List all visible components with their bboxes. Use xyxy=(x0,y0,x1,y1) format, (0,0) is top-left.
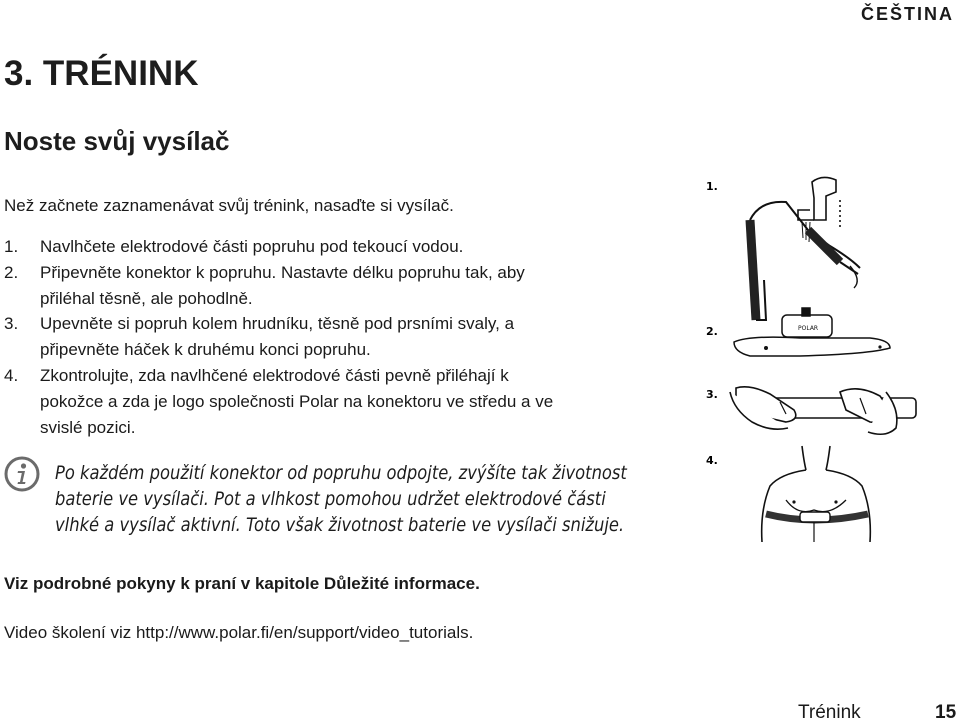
torso-with-strap-illustration xyxy=(762,446,871,542)
note-line: vlhké a vysílač aktivní. Toto však životnost baterie ve vysílači snižuje. xyxy=(55,514,625,536)
step-number: 4. xyxy=(4,365,19,385)
footer-section-label: Trénink xyxy=(798,702,861,723)
step-number: 2. xyxy=(4,262,19,282)
chapter-title: 3. TRÉNINK xyxy=(4,54,199,93)
note-line: baterie ve vysílači. Pot a vlhkost pomohou udržet elektrodové části xyxy=(55,488,606,510)
step-line: přiléhal těsně, ale pohodlně. xyxy=(40,288,253,308)
steps-list xyxy=(4,234,664,440)
washing-instructions-note: Viz podrobné pokyny k praní v kapitole Důležité informace. xyxy=(4,574,480,593)
intro-text: Než začnete zaznamenávat svůj trénink, nasaďte si vysílač. xyxy=(4,196,454,215)
section-title: Noste svůj vysílač xyxy=(4,126,230,156)
note-line: Po každém použití konektor od popruhu odpojte, zvýšíte tak životnost xyxy=(55,462,627,484)
step-line: Upevněte si popruh kolem hrudníku, těsně pod prsními svaly, a xyxy=(40,314,515,334)
step-line: pokožce a zda je logo společnosti Polar na konektoru ve středu a ve xyxy=(40,391,554,411)
step-item xyxy=(4,363,664,440)
step-line: Připevněte konektor k popruhu. Nastavte délku popruhu tak, aby xyxy=(40,262,525,282)
step-item xyxy=(4,234,664,260)
figure-label-2: 2. xyxy=(706,325,718,338)
step-line: Zkontrolujte, zda navlhčené elektrodové části pevně přiléhají k xyxy=(40,365,509,385)
hands-fastening-illustration xyxy=(730,387,916,434)
step-number: 1. xyxy=(4,237,19,256)
step-number: 3. xyxy=(4,314,19,334)
step-line: svislé pozici. xyxy=(40,417,136,437)
illustration-panel xyxy=(690,170,950,550)
language-label: ČEŠTINA xyxy=(860,4,954,24)
page-number: 15 xyxy=(935,702,957,723)
note-text xyxy=(55,460,657,538)
video-tutorial-line: Video školení viz http://www.polar.fi/en/support/video_tutorials. xyxy=(4,623,474,642)
figure-label-4: 4. xyxy=(706,454,718,467)
polar-logo-text: POLAR xyxy=(798,325,819,332)
strap-under-tap-illustration xyxy=(750,177,860,320)
step-line: Navlhčete elektrodové části popruhu pod tekoucí vodou. xyxy=(40,237,464,256)
info-icon xyxy=(4,456,40,497)
step-line: připevněte háček k druhému konci popruhu. xyxy=(40,340,371,360)
figure-label-1: 1. xyxy=(706,180,718,193)
step-item xyxy=(4,260,664,312)
figure-label-3: 3. xyxy=(706,388,718,401)
step-item xyxy=(4,311,664,363)
